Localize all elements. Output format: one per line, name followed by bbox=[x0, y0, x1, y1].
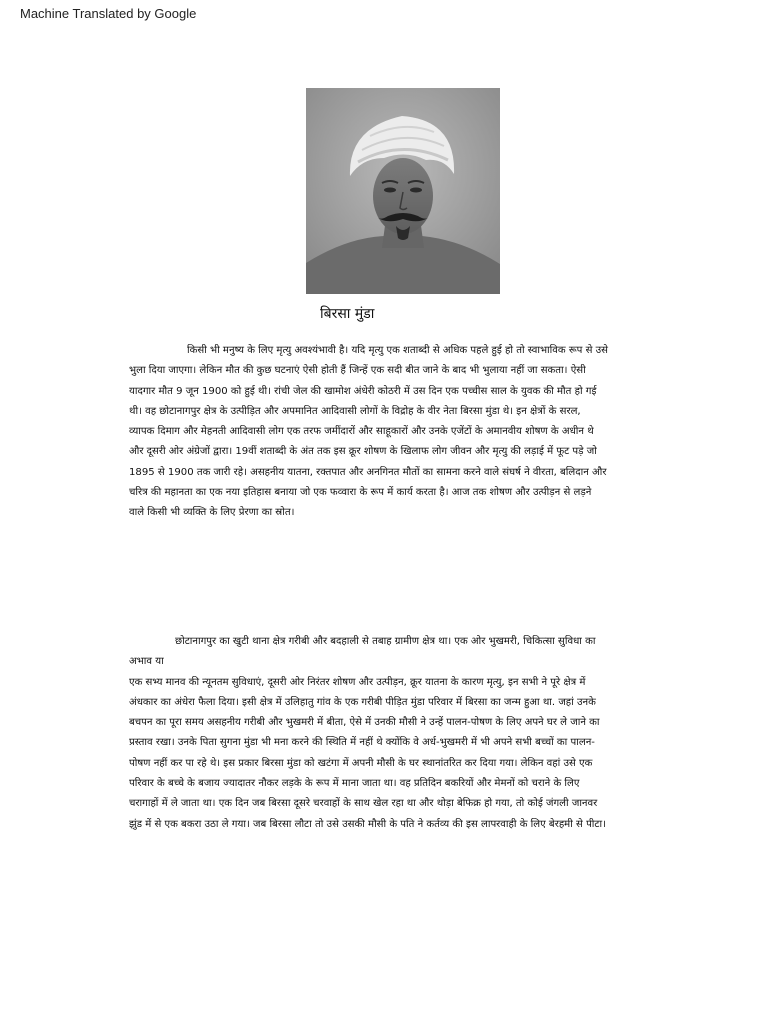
text-line: वाले किसी भी व्यक्ति के लिए प्रेरणा का स्रोत। bbox=[129, 507, 295, 519]
paragraph-birsa-death bbox=[129, 341, 681, 524]
text-line: पोषण नहीं कर पा रहे थे। इस प्रकार बिरसा मुंडा को खटंगा में अपनी मौसी के घर स्थानांतरित कर दिया गया। लेकिन वहां उसे एक bbox=[129, 757, 593, 769]
text-line: अंधकार का अंधेरा फैला दिया। इसी क्षेत्र में उलिहातु गांव के एक गरीबी पीड़ित मुंडा परिवार में बिरसा का जन्म हुआ था. जहां उनके bbox=[129, 696, 596, 708]
text-line: झुंड में से एक बकरा उठा ले गया। जब बिरसा लौटा तो उसे उसकी मौसी के पति ने कर्तव्य की इस लापरवाही के लिए बेरहमी से पीटा। bbox=[129, 818, 606, 830]
text-line: प्रस्ताव रखा। उनके पिता सुगना मुंडा भी मना करने की स्थिति में नहीं थे क्योंकि वे अर्ध-भुखमरी में भी अपने सभी बच्चों का पालन- bbox=[129, 737, 595, 749]
text-line: और दूसरी ओर अंग्रेजों द्वारा। 19वीं शताब्दी के अंत तक इस क्रूर शोषण के खिलाफ लोग जीवन और मृत्यु की लड़ाई में फूट पड़े जो bbox=[129, 446, 597, 458]
text-line: किसी भी मनुष्य के लिए मृत्यु अवश्यंभावी है। यदि मृत्यु एक शताब्दी से अधिक पहले हुई हो तो स्वाभाविक रूप से उसे bbox=[187, 345, 609, 356]
text-line: एक सभ्य मानव की न्यूनतम सुविधाएं, दूसरी ओर निरंतर शोषण और उत्पीड़न, क्रूर यातना के कारण मृत्यु, इन सभी ने पूरे क्षेत्र में bbox=[129, 676, 586, 688]
text-line: छोटानागपुर का खुटी थाना क्षेत्र गरीबी और बदहाली से तबाह ग्रामीण क्षेत्र था। एक ओर भुखमरी, चिकित्सा सुविधा का bbox=[175, 636, 596, 647]
portrait-image bbox=[306, 88, 500, 294]
text-line: बचपन का पूरा समय असहनीय गरीबी और भुखमरी में बीता, ऐसे में उनकी मौसी ने उन्हें पालन-पोषण के लिए अपने घर ले जाने का bbox=[129, 717, 600, 729]
portrait-caption: बिरसा मुंडा bbox=[320, 306, 375, 322]
text-line: थी। वह छोटानागपुर क्षेत्र के उत्पीड़ित और अपमानित आदिवासी लोगों के विद्रोह के वीर नेता बिरसा मुंडा थे। इन क्षेत्रों के सरल, bbox=[129, 405, 581, 417]
text-line: 1895 से 1900 तक जारी रहे। असहनीय यातना, रक्तपात और अनगिनत मौतों का सामना करने वाले संघर्ष ने वीरता, बलिदान और bbox=[129, 466, 607, 478]
text-line: भुला दिया जाएगा। लेकिन मौत की कुछ घटनाएं ऐसी होती हैं जिन्हें एक सदी बीत जाने के बाद भी भुलाया नहीं जा सकता। ऐसी bbox=[129, 365, 586, 377]
text-line: परिवार के बच्चे के बजाय ज्यादातर नौकर लड़के के रूप में माना जाता था। वह प्रतिदिन बकरियों और मेमनों को चराने के लिए bbox=[129, 778, 580, 790]
text-line: चरागाहों में ले जाता था। एक दिन जब बिरसा दूसरे चरवाहों के साथ खेल रहा था और थोड़ा बेफिक्र हो गया, तो कोई जंगली जानवर bbox=[129, 798, 598, 810]
paragraph-birsa-childhood bbox=[129, 632, 681, 835]
text-line: अभाव या bbox=[129, 656, 164, 668]
machine-translation-banner: Machine Translated by Google bbox=[20, 6, 197, 21]
text-line: चरित्र की महानता का एक नया इतिहास बनाया जो एक फव्वारा के रूप में कार्य करता है। आज तक शोषण और उत्पीड़न से लड़ने bbox=[129, 487, 592, 499]
text-line: व्यापक दिमाग और मेहनती आदिवासी लोग एक तरफ जमींदारों और साहूकारों और उनके एजेंटों के अमानवीय शोषण के अधीन थे bbox=[129, 426, 594, 438]
text-line: यादगार मौत 9 जून 1900 को हुई थी। रांची जेल की खामोश अंधेरी कोठरी में उस दिन एक पच्चीस साल के युवक की मौत हो गई bbox=[129, 385, 597, 397]
